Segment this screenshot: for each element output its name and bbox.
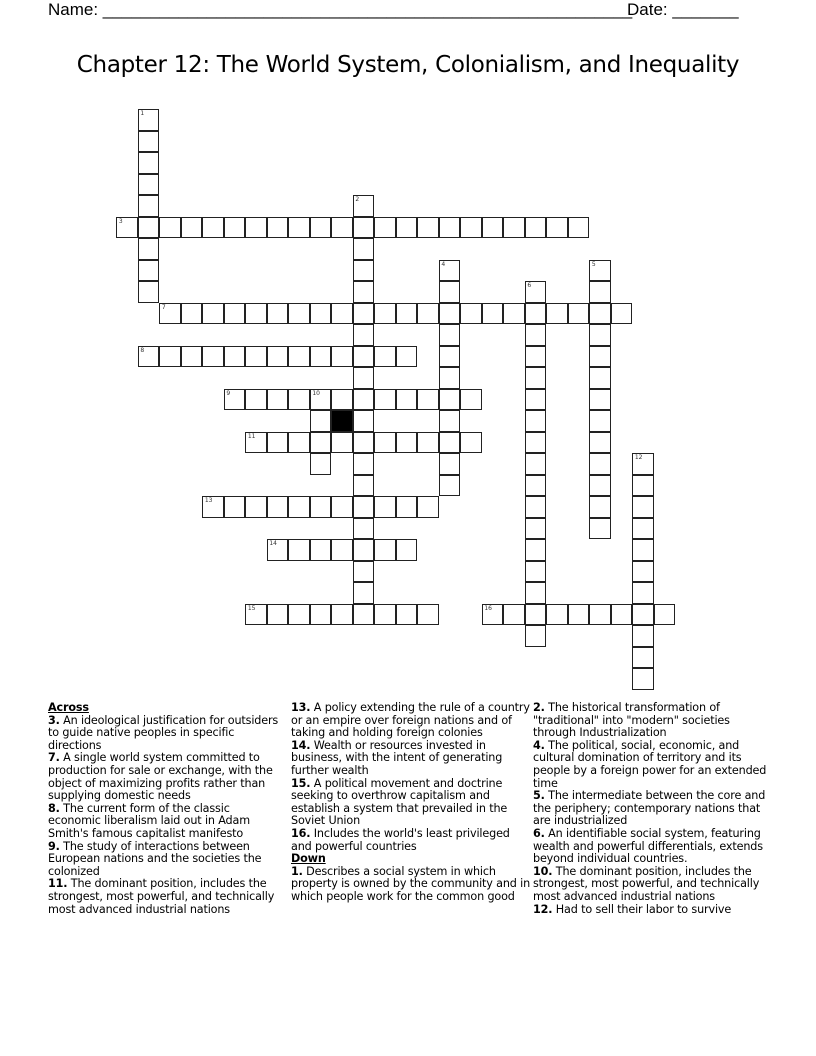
clues-column-2 [291,702,531,904]
grid-cell[interactable] [589,324,611,346]
clue-number: 16. [291,826,311,840]
grid-cell[interactable] [159,346,181,368]
cell-number: 3 [118,217,123,225]
grid-cell[interactable] [589,346,611,368]
clue-text: The dominant position, includes the strongest, most powerful, and technically most advanced industrial nations [533,864,760,903]
grid-cell[interactable] [331,303,353,325]
grid-cell[interactable] [439,475,461,497]
grid-cell[interactable] [224,303,246,325]
grid-cell[interactable] [353,367,375,389]
clue-text: The intermediate between the core and the periphery; contemporary nations that are industrialized [533,789,766,828]
across-heading: Across [48,701,89,714]
grid-cell[interactable] [374,496,396,518]
grid-cell[interactable] [568,303,590,325]
grid-cell[interactable] [288,389,310,411]
grid-cell[interactable] [353,217,375,239]
clue-down-6 [533,828,773,866]
grid-cell[interactable] [503,303,525,325]
grid-cell[interactable] [267,432,289,454]
grid-cell[interactable] [632,496,654,518]
grid-cell[interactable] [138,195,160,217]
grid-cell[interactable] [245,217,267,239]
grid-cell[interactable] [267,217,289,239]
grid-cell[interactable] [568,217,590,239]
cell-number: 2 [355,196,360,204]
grid-cell[interactable] [267,496,289,518]
clue-down-1 [291,866,531,904]
cell-number: 13 [204,497,213,505]
grid-cell[interactable] [589,260,611,282]
grid-cell[interactable] [310,496,332,518]
grid-cell[interactable] [138,131,160,153]
name-field-label[interactable]: Name: ________________________________________________________ [48,0,633,19]
grid-cell[interactable] [310,453,332,475]
grid-cell[interactable] [224,346,246,368]
black-cell [331,410,353,432]
grid-cell[interactable] [138,238,160,260]
grid-cell[interactable] [525,217,547,239]
grid-cell[interactable] [267,539,289,561]
grid-cell[interactable] [589,389,611,411]
grid-cell[interactable] [417,217,439,239]
grid-cell[interactable] [439,260,461,282]
grid-cell[interactable] [525,346,547,368]
grid-cell[interactable] [310,604,332,626]
grid-cell[interactable] [589,475,611,497]
grid-cell[interactable] [138,109,160,131]
grid-cell[interactable] [525,324,547,346]
grid-cell[interactable] [202,303,224,325]
grid-cell[interactable] [224,217,246,239]
grid-cell[interactable] [353,475,375,497]
grid-cell[interactable] [310,389,332,411]
clue-number: 3. [48,713,60,727]
grid-cell[interactable] [138,346,160,368]
grid-cell[interactable] [202,346,224,368]
grid-cell[interactable] [396,539,418,561]
grid-cell[interactable] [396,604,418,626]
grid-cell[interactable] [353,260,375,282]
grid-cell[interactable] [353,453,375,475]
clue-text: The political, social, economic, and cultural domination of territory and its people by a foreign power for an extended time [533,738,767,790]
cell-number: 10 [312,389,320,397]
grid-cell[interactable] [396,389,418,411]
grid-cell[interactable] [439,389,461,411]
clue-number: 7. [48,751,60,765]
grid-cell[interactable] [632,647,654,669]
grid-cell[interactable] [245,389,267,411]
clue-number: 12. [533,902,553,916]
grid-cell[interactable] [331,389,353,411]
grid-cell[interactable] [482,604,504,626]
clue-number: 15. [291,776,311,790]
clue-number: 1. [291,864,303,878]
clue-across-13 [291,702,531,740]
grid-cell[interactable] [589,410,611,432]
grid-cell[interactable] [525,625,547,647]
grid-cell[interactable] [396,496,418,518]
clue-text: The current form of the classic economic liberalism laid out in Adam Smith's famous capitalist manifesto [48,801,250,840]
clue-number: 9. [48,839,60,853]
grid-cell[interactable] [417,604,439,626]
clue-across-8 [48,803,284,841]
grid-cell[interactable] [310,346,332,368]
cell-number: 9 [226,389,231,397]
grid-cell[interactable] [374,604,396,626]
clue-down-12 [533,904,773,917]
clue-across-7 [48,752,284,802]
grid-cell[interactable] [331,604,353,626]
grid-cell[interactable] [589,496,611,518]
grid-cell[interactable] [589,281,611,303]
grid-cell[interactable] [396,432,418,454]
grid-cell[interactable] [632,582,654,604]
grid-cell[interactable] [460,389,482,411]
clue-down-5 [533,790,773,828]
grid-cell[interactable] [525,604,547,626]
grid-cell[interactable] [310,410,332,432]
clue-number: 5. [533,789,545,803]
grid-cell[interactable] [525,496,547,518]
clues-column-1 [48,702,284,916]
grid-cell[interactable] [439,217,461,239]
grid-cell[interactable] [181,346,203,368]
grid-cell[interactable] [353,389,375,411]
clue-number: 14. [291,738,311,752]
grid-cell[interactable] [353,303,375,325]
cell-number: 8 [140,346,145,354]
clue-number: 11. [48,877,68,891]
grid-cell[interactable] [288,303,310,325]
grid-cell[interactable] [374,539,396,561]
grid-cell[interactable] [525,475,547,497]
clue-across-11 [48,878,284,916]
grid-cell[interactable] [632,668,654,690]
clue-text: Wealth or resources invested in business, with the intent of generating further wealth [291,738,503,777]
grid-cell[interactable] [267,389,289,411]
grid-cell[interactable] [632,453,654,475]
grid-cell[interactable] [116,217,138,239]
cell-number: 12 [634,454,643,462]
grid-cell[interactable] [159,217,181,239]
grid-cell[interactable] [632,539,654,561]
grid-cell[interactable] [267,346,289,368]
cell-number: 6 [527,282,532,290]
grid-cell[interactable] [374,346,396,368]
grid-cell[interactable] [374,389,396,411]
grid-cell[interactable] [439,367,461,389]
grid-cell[interactable] [267,604,289,626]
grid-cell[interactable] [245,346,267,368]
grid-cell[interactable] [353,518,375,540]
grid-cell[interactable] [525,582,547,604]
clue-number: 4. [533,738,545,752]
clue-number: 6. [533,826,545,840]
clue-text: Describes a social system in which property is owned by the community and in which people work for the common good [291,864,531,903]
grid-cell[interactable] [396,346,418,368]
clue-text: A policy extending the rule of a country or an empire over foreign nations and of taking and holding foreign colonies [291,701,530,740]
clue-text: An ideological justification for outsiders to guide native peoples in specific directions [48,713,279,752]
grid-cell[interactable] [331,217,353,239]
grid-cell[interactable] [331,346,353,368]
clue-number: 2. [533,701,545,714]
grid-cell[interactable] [353,496,375,518]
grid-cell[interactable] [589,518,611,540]
clue-across-14 [291,740,531,778]
grid-cell[interactable] [589,367,611,389]
grid-cell[interactable] [224,389,246,411]
grid-cell[interactable] [525,303,547,325]
grid-cell[interactable] [138,281,160,303]
grid-cell[interactable] [181,303,203,325]
grid-cell[interactable] [138,217,160,239]
clues-column-3 [533,702,773,916]
grid-cell[interactable] [589,604,611,626]
grid-cell[interactable] [525,410,547,432]
grid-cell[interactable] [202,217,224,239]
grid-cell[interactable] [525,367,547,389]
clue-across-15 [291,778,531,828]
grid-cell[interactable] [331,432,353,454]
grid-cell[interactable] [267,303,289,325]
grid-cell[interactable] [353,410,375,432]
grid-cell[interactable] [589,453,611,475]
grid-cell[interactable] [525,453,547,475]
grid-cell[interactable] [632,604,654,626]
grid-cell[interactable] [288,217,310,239]
clue-across-16 [291,828,531,853]
grid-cell[interactable] [288,539,310,561]
grid-cell[interactable] [611,303,633,325]
page-title: Chapter 12: The World System, Colonialism, and Inequality [76,52,740,78]
grid-cell[interactable] [417,389,439,411]
grid-cell[interactable] [374,432,396,454]
grid-cell[interactable] [353,195,375,217]
down-heading: Down [291,852,326,866]
grid-cell[interactable] [439,346,461,368]
grid-cell[interactable] [632,475,654,497]
grid-cell[interactable] [138,260,160,282]
clue-number: 13. [291,701,311,714]
grid-cell[interactable] [589,432,611,454]
grid-cell[interactable] [546,217,568,239]
grid-cell[interactable] [374,303,396,325]
grid-cell[interactable] [353,324,375,346]
grid-cell[interactable] [460,432,482,454]
grid-cell[interactable] [632,625,654,647]
grid-cell[interactable] [288,496,310,518]
grid-cell[interactable] [138,174,160,196]
grid-cell[interactable] [353,539,375,561]
grid-cell[interactable] [632,518,654,540]
grid-cell[interactable] [353,281,375,303]
grid-cell[interactable] [439,453,461,475]
grid-cell[interactable] [611,604,633,626]
grid-cell[interactable] [546,303,568,325]
date-field-label[interactable]: Date: _______ [627,0,739,19]
grid-cell[interactable] [288,346,310,368]
grid-cell[interactable] [417,496,439,518]
grid-cell[interactable] [245,604,267,626]
grid-cell[interactable] [310,217,332,239]
clue-text: The study of interactions between European nations and the societies the colonized [48,839,262,878]
grid-cell[interactable] [546,604,568,626]
grid-cell[interactable] [310,539,332,561]
clue-number: 8. [48,801,60,815]
grid-cell[interactable] [417,432,439,454]
grid-cell[interactable] [525,518,547,540]
grid-cell[interactable] [159,303,181,325]
clue-down-10 [533,866,773,904]
grid-cell[interactable] [353,604,375,626]
grid-cell[interactable] [396,217,418,239]
clue-number: 10. [533,864,553,878]
cell-number: 16 [484,604,492,612]
cell-number: 14 [269,540,277,548]
grid-cell[interactable] [482,303,504,325]
grid-cell[interactable] [224,496,246,518]
clue-down-4 [533,740,773,790]
grid-cell[interactable] [460,217,482,239]
grid-cell[interactable] [525,389,547,411]
grid-cell[interactable] [245,496,267,518]
cell-number: 4 [441,260,446,268]
grid-cell[interactable] [353,561,375,583]
grid-cell[interactable] [245,432,267,454]
grid-cell[interactable] [632,561,654,583]
grid-cell[interactable] [439,303,461,325]
cell-number: 11 [247,432,256,440]
grid-cell[interactable] [396,303,418,325]
clue-text: A political movement and doctrine seeking to overthrow capitalism and establish a system that prevailed in the Soviet Union [291,776,508,828]
cell-number: 5 [591,260,596,268]
grid-cell[interactable] [503,217,525,239]
cell-number: 7 [161,303,166,311]
clue-down-2 [533,702,773,740]
clue-text: Includes the world's least privileged and powerful countries [291,826,510,853]
grid-cell[interactable] [310,432,332,454]
grid-cell[interactable] [331,539,353,561]
grid-cell[interactable] [288,604,310,626]
grid-cell[interactable] [568,604,590,626]
clue-text: A single world system committed to production for sale or exchange, with the object of maximizing profits rather than supplying domestic needs [48,751,273,803]
grid-cell[interactable] [525,539,547,561]
grid-cell[interactable] [245,303,267,325]
grid-cell[interactable] [374,217,396,239]
clue-text: The dominant position, includes the strongest, most powerful, and technically most advanced industrial nations [48,877,275,916]
grid-cell[interactable] [353,238,375,260]
grid-cell[interactable] [439,324,461,346]
grid-cell[interactable] [288,432,310,454]
grid-cell[interactable] [525,561,547,583]
grid-cell[interactable] [439,410,461,432]
grid-cell[interactable] [353,346,375,368]
clue-across-3 [48,715,284,753]
clue-text: Had to sell their labor to survive [552,902,732,916]
grid-cell[interactable] [181,217,203,239]
grid-cell[interactable] [654,604,676,626]
cell-number: 1 [140,110,145,118]
grid-cell[interactable] [417,303,439,325]
grid-cell[interactable] [138,152,160,174]
grid-cell[interactable] [525,281,547,303]
grid-cell[interactable] [353,432,375,454]
clue-across-9 [48,841,284,879]
clue-text: An identifiable social system, featuring wealth and powerful differentials, extends beyond individual countries. [533,826,763,866]
grid-cell[interactable] [353,582,375,604]
grid-cell[interactable] [482,217,504,239]
grid-cell[interactable] [525,432,547,454]
grid-cell[interactable] [202,496,224,518]
grid-cell[interactable] [310,303,332,325]
grid-cell[interactable] [503,604,525,626]
cell-number: 15 [247,604,256,612]
grid-cell[interactable] [589,303,611,325]
clue-text: The historical transformation of "traditional" into "modern" societies through Industrialization [533,701,730,740]
grid-cell[interactable] [331,496,353,518]
grid-cell[interactable] [439,281,461,303]
grid-cell[interactable] [460,303,482,325]
grid-cell[interactable] [439,432,461,454]
